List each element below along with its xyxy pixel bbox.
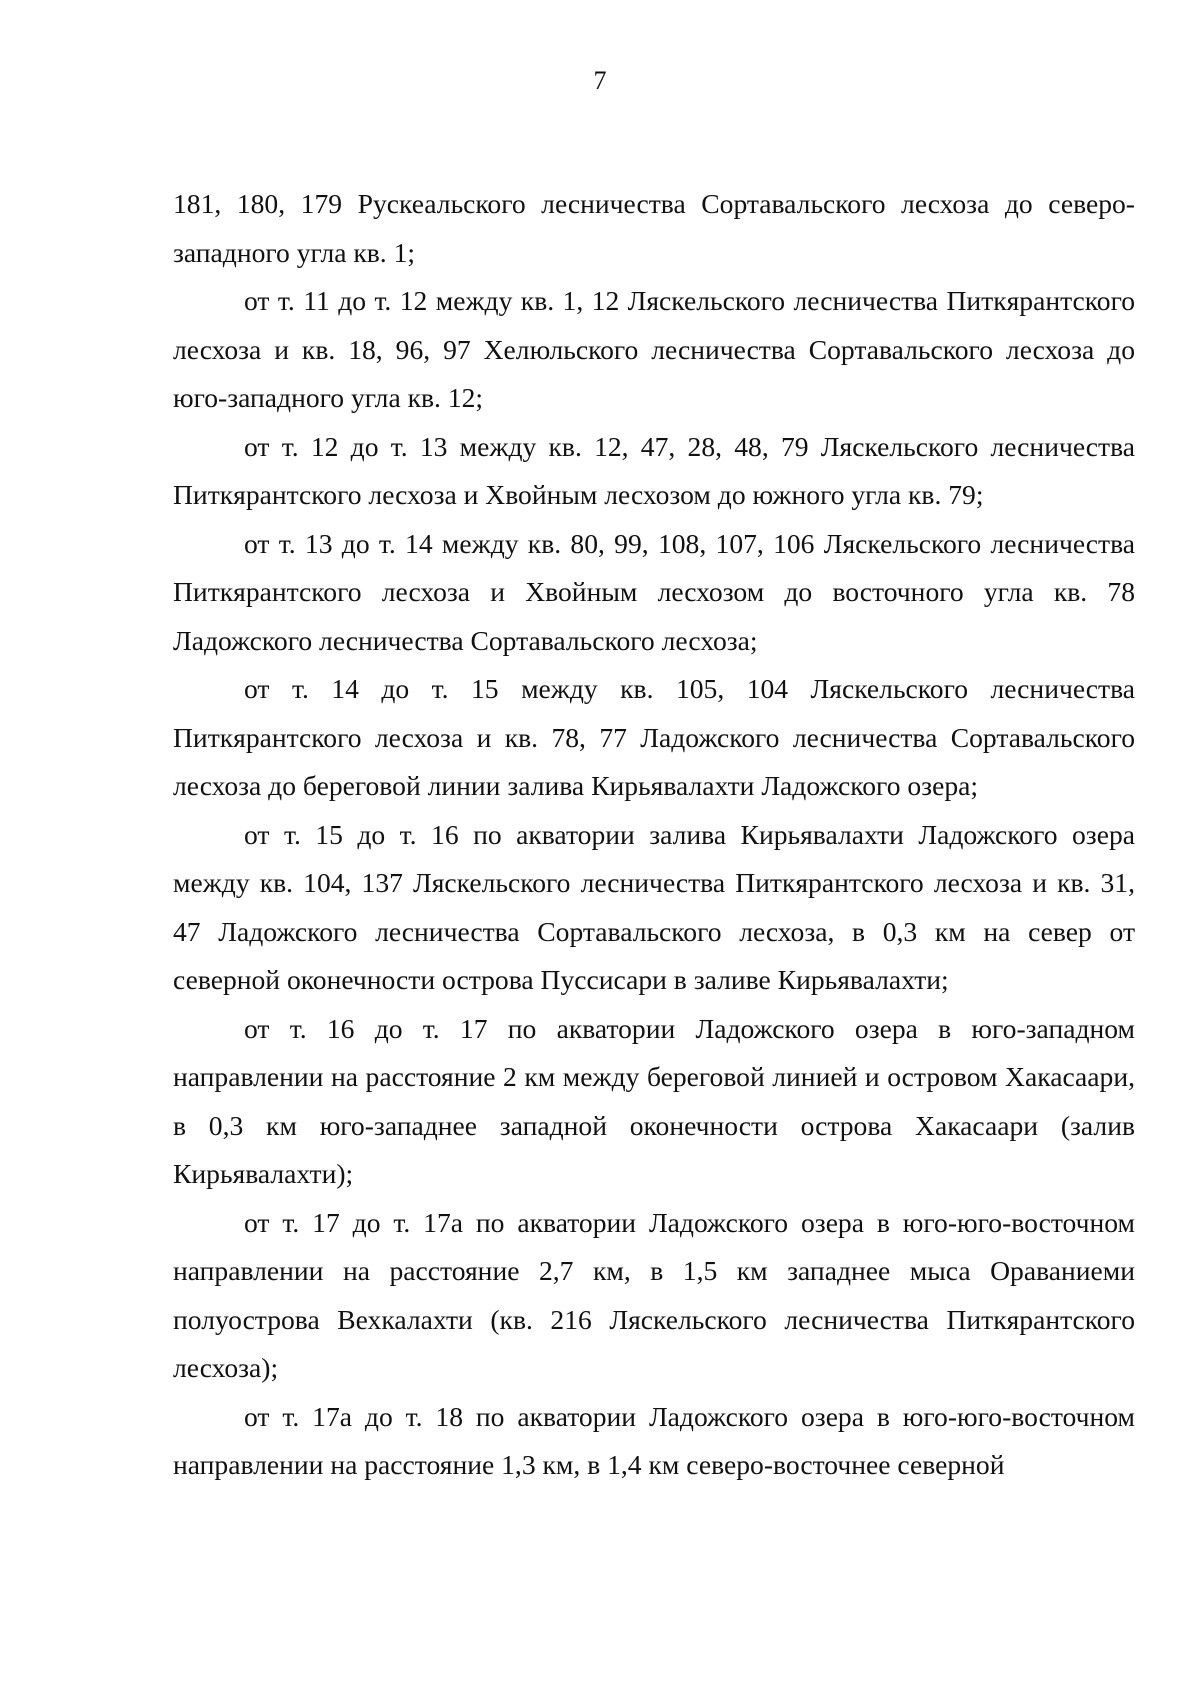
document-body bbox=[173, 180, 1135, 1490]
paragraph-segment-14-15: от т. 14 до т. 15 между кв. 105, 104 Ляскельского лесничества Питкярантского лесхоза и кв. 78, 77 Ладожского лесничества Сортавальского лесхоза до береговой линии залива Кирьявалахти Ладожского озера; bbox=[173, 673, 1135, 801]
paragraph-segment-13-14: от т. 13 до т. 14 между кв. 80, 99, 108, 107, 106 Ляскельского лесничества Питкярантского лесхоза и Хвойным лесхозом до восточного угла кв. 78 Ладожского лесничества Сортавальского лесхоза; bbox=[173, 527, 1135, 656]
paragraph-segment-17a-18: от т. 17а до т. 18 по акватории Ладожского озера в юго-юго-восточном направлении на расстояние 1,3 км, в 1,4 км северо-восточнее северной bbox=[173, 1400, 1135, 1480]
paragraph-segment-16-17: от т. 16 до т. 17 по акватории Ладожского озера в юго-западном направлении на расстояние 2 км между береговой линией и островом Хакасаари, в 0,3 км юго-западнее западной оконечности острова Хакасаари (залив Кирьявалахти); bbox=[173, 1012, 1135, 1189]
paragraph-segment-11-12: от т. 11 до т. 12 между кв. 1, 12 Ляскельского лесничества Питкярантского лесхоза и кв. 18, 96, 97 Хелюльского лесничества Сортавальского лесхоза до юго-западного угла кв. 12; bbox=[173, 285, 1135, 413]
paragraph-segment-17-17a: от т. 17 до т. 17а по акватории Ладожского озера в юго-юго-восточном направлении на расстояние 2,7 км, в 1,5 км западнее мыса Ораваниеми полуострова Вехкалахти (кв. 216 Ляскельского лесничества Питкярантского лесхоза); bbox=[173, 1206, 1135, 1383]
paragraph-continuation: 181, 180, 179 Рускеальского лесничества Сортавальского лесхоза до северо-западного угла кв. 1; bbox=[173, 188, 1135, 268]
paragraph-segment-12-13: от т. 12 до т. 13 между кв. 12, 47, 28, 48, 79 Ляскельского лесничества Питкярантского лесхоза и Хвойным лесхозом до южного угла кв. 79; bbox=[173, 430, 1135, 510]
paragraph-segment-15-16: от т. 15 до т. 16 по акватории залива Кирьявалахти Ладожского озера между кв. 104, 137 Ляскельского лесничества Питкярантского лесхоза и кв. 31, 47 Ладожского лесничества Сортавальского лесхоза, в 0,3 км на север от северной оконечности острова Пуссисари в заливе Кирьявалахти; bbox=[173, 818, 1135, 995]
page-number: 7 bbox=[593, 66, 607, 95]
